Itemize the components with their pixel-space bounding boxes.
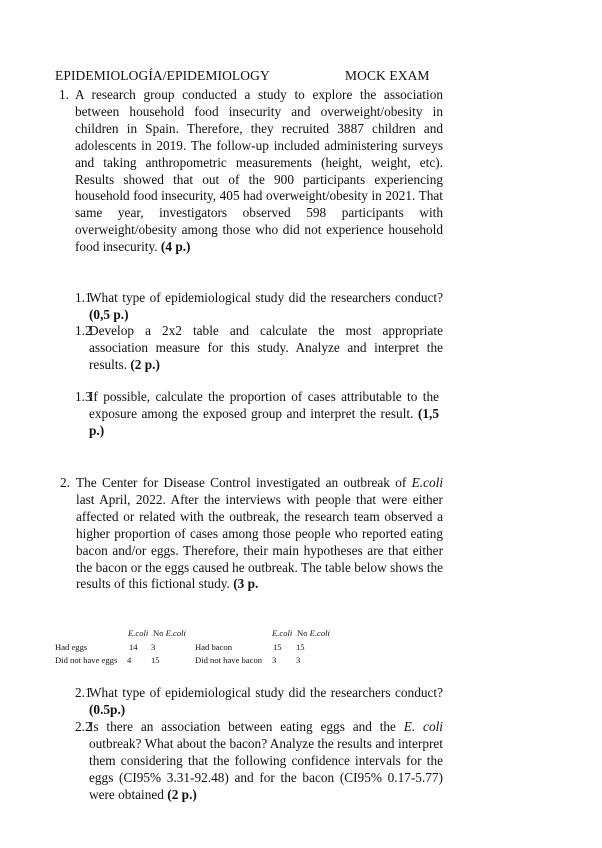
- cell-value: 3: [296, 655, 301, 665]
- row-label-had-bacon: Had bacon: [195, 642, 232, 652]
- cell-value: 15: [151, 655, 160, 665]
- question-number: 2.: [60, 475, 70, 490]
- bacon-col-ecoli: E.coli: [272, 628, 293, 638]
- question-text-start: The Center for Disease Control investigated an outbreak of: [76, 475, 407, 490]
- subquestion-points: (2 p.): [167, 786, 197, 802]
- cell-value: 3: [272, 655, 277, 665]
- question-text-rest: last April, 2022. After the interviews with people that were either affected or related with the outbreak, the research team observed a higher proportion of cases among those people who reported eating bacon and/or eggs. Therefore, their main hypotheses are that either the bacon or the eggs caused he outbreak. The table below shows the results of this fictional study.: [76, 491, 443, 592]
- cell-value: 15: [296, 642, 305, 652]
- subquestion-2-2: [75, 719, 444, 804]
- subquestion-number: 2.2: [75, 719, 92, 734]
- question-1: [59, 87, 443, 256]
- subquestion-text-rest: outbreak? What about the bacon? Analyze the results and interpret them considering that the following confidence intervals for the eggs (CI95% 3.31-92.48) and for the bacon (CI95% 0.17-5.77) were obtained: [89, 735, 443, 802]
- subquestion-text: If possible, calculate the proportion of cases attributable to the exposure among the exposed group and interpret the result.: [89, 389, 439, 421]
- subquestion-points: (2 p.): [130, 356, 160, 372]
- subquestion-points: (0,5 p.): [89, 306, 129, 322]
- subquestion-text: What type of epidemiological study did the researchers conduct?: [89, 685, 443, 700]
- subquestion-text: What type of epidemiological study did the researchers conduct?: [89, 290, 443, 305]
- question-2: [60, 475, 444, 593]
- row-label-had-eggs: Had eggs: [55, 642, 88, 652]
- subquestion-text: Develop a 2x2 table and calculate the most appropriate association measure for this study. Analyze and interpret the results.: [89, 323, 443, 372]
- row-label-no-bacon: Did not have bacon: [195, 655, 263, 665]
- subquestion-points: (1,5 p.): [89, 405, 439, 438]
- subquestion-2-1: [75, 685, 443, 719]
- cell-value: 4: [127, 655, 132, 665]
- row-label-no-eggs: Did not have eggs: [55, 655, 118, 665]
- question-points: (4 p.): [160, 239, 191, 255]
- subquestion-1-3: [75, 389, 439, 440]
- question-points: (3 p.: [233, 576, 259, 592]
- ecoli-term: E.coli: [411, 475, 444, 490]
- bacon-col-no-ecoli: No E.coli: [297, 628, 330, 638]
- cell-value: 15: [273, 642, 282, 652]
- question-number: 1.: [59, 87, 69, 102]
- subquestion-1-2: [75, 323, 443, 374]
- course-title: EPIDEMIOLOGÍA/EPIDEMIOLOGY: [55, 68, 270, 83]
- cell-value: 14: [129, 642, 138, 652]
- subquestion-text-start: Is there an association between eating eggs and the: [89, 719, 396, 734]
- eggs-col-ecoli: E.coli: [128, 628, 149, 638]
- eggs-col-no-ecoli: No E.coli: [153, 628, 186, 638]
- subquestion-number: 1.1: [75, 290, 92, 305]
- exam-title: MOCK EXAM: [345, 68, 430, 83]
- subquestion-points: (0.5p.): [89, 701, 126, 717]
- subquestion-number: 2.1: [75, 685, 92, 700]
- subquestion-number: 1.2: [75, 323, 92, 338]
- question-text: A research group conducted a study to explore the association between household food insecurity and overweight/obesity in children in Spain. Therefore, they recruited 3887 children and adolescents in 2019. The follow-up included administering surveys and taking anthropometric measurements (height, weight, etc). Results showed that out of the 900 participants experiencing household food insecurity, 405 had overweight/obesity in 2021. That same year, investigators observed 598 participants with overweight/obesity among those who did not experience household food insecurity.: [75, 87, 443, 255]
- cell-value: 3: [151, 642, 156, 652]
- subquestion-number: 1.3: [75, 389, 92, 404]
- subquestion-1-1: [75, 290, 443, 324]
- ecoli-term: E. coli: [403, 719, 444, 734]
